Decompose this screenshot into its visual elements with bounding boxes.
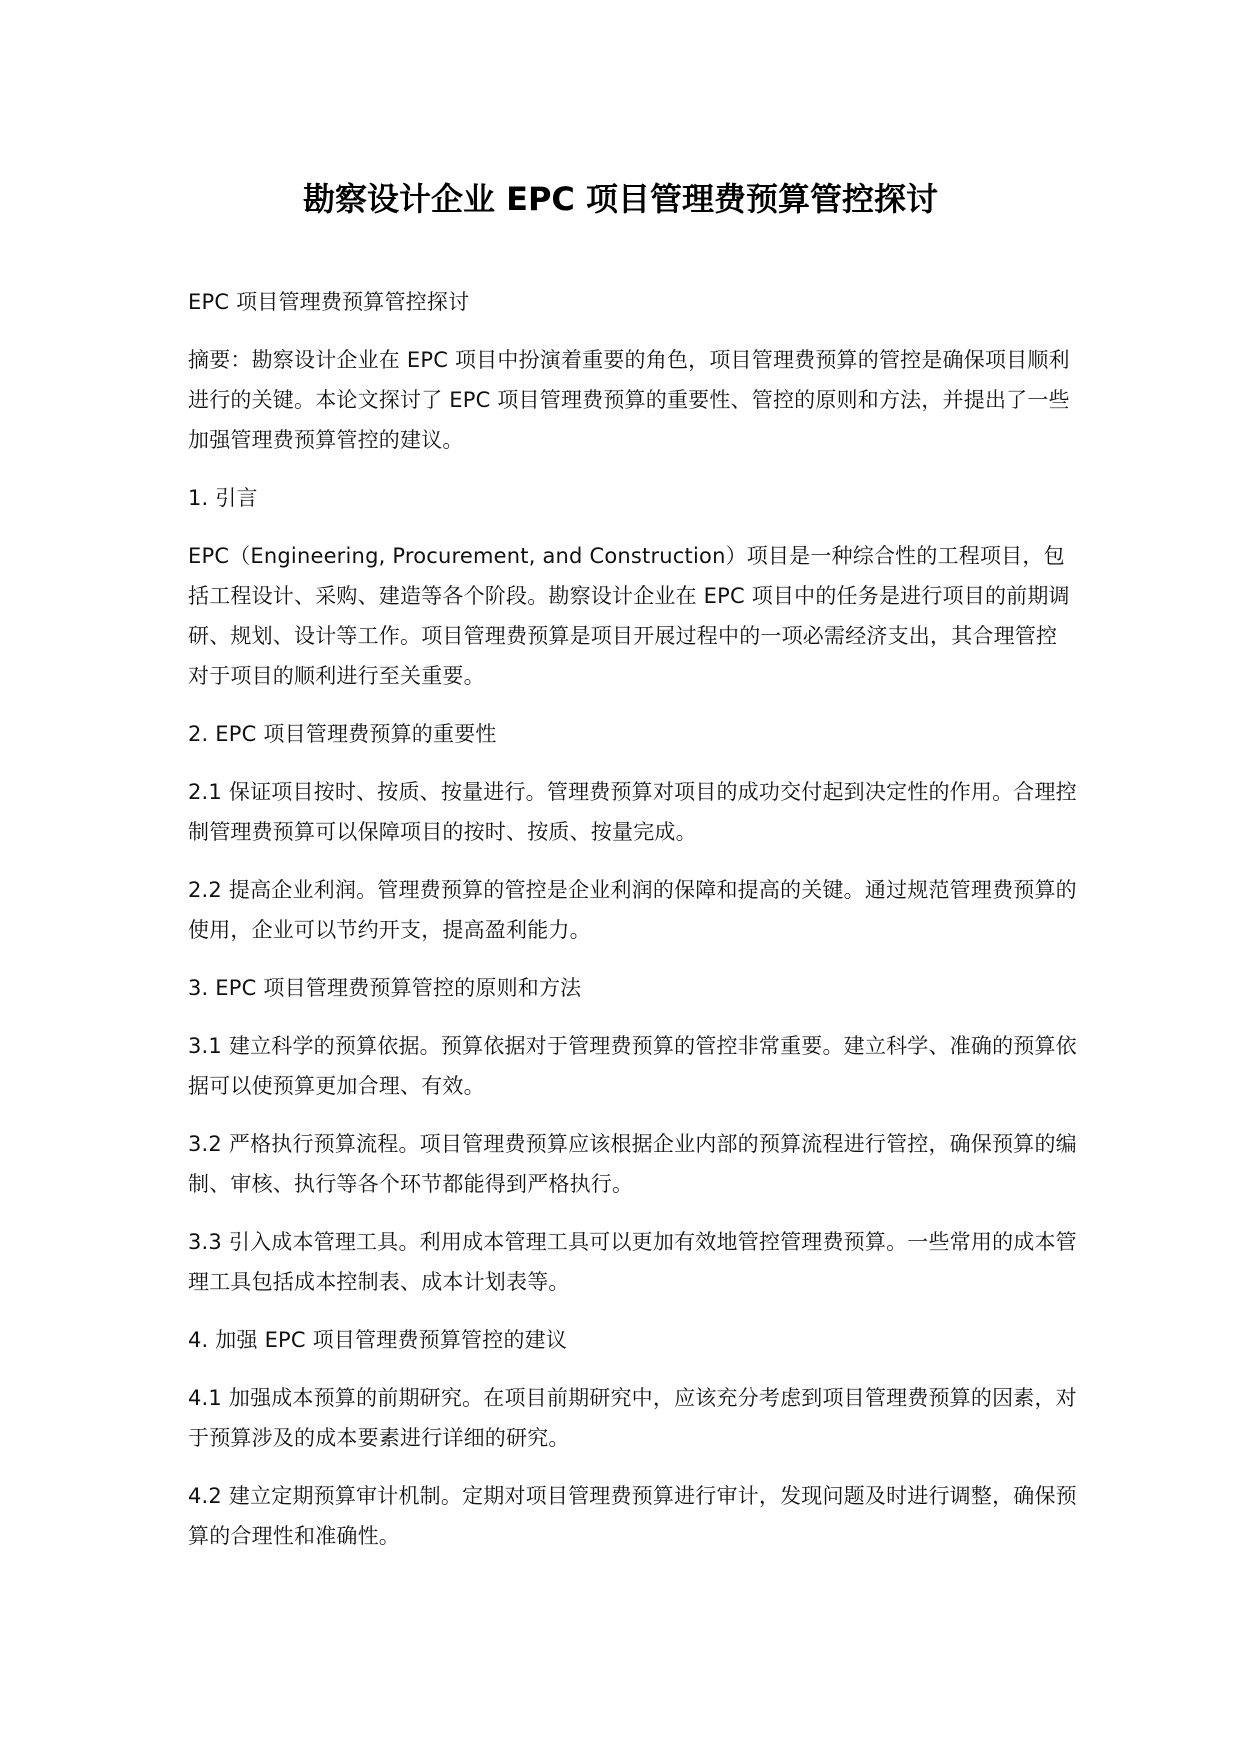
document-title: 勘察设计企业 EPC 项目管理费预算管控探讨 — [302, 180, 939, 218]
paragraph-3-1: 3.1 建立科学的预算依据。预算依据对于管理费预算的管控非常重要。建立科学、准确的预算依据可以使预算更加合理、有效。 — [188, 1034, 1077, 1098]
abstract-paragraph: 摘要：勘察设计企业在 EPC 项目中扮演着重要的角色，项目管理费预算的管控是确保项目顺利进行的关键。本论文探讨了 EPC 项目管理费预算的重要性、管控的原则和方法，并提出了一些加强管理费预算管控的建议。 — [188, 348, 1070, 452]
paragraph-4-1: 4.1 加强成本预算的前期研究。在项目前期研究中，应该充分考虑到项目管理费预算的因素，对于预算涉及的成本要素进行详细的研究。 — [188, 1386, 1077, 1450]
paragraph-4-2: 4.2 建立定期预算审计机制。定期对项目管理费预算进行审计，发现问题及时进行调整，确保预算的合理性和准确性。 — [188, 1484, 1077, 1548]
section-heading-2: 2. EPC 项目管理费预算的重要性 — [188, 722, 497, 746]
section-heading-3: 3. EPC 项目管理费预算管控的原则和方法 — [188, 976, 582, 1000]
paragraph-3-3: 3.3 引入成本管理工具。利用成本管理工具可以更加有效地管控管理费预算。一些常用的成本管理工具包括成本控制表、成本计划表等。 — [188, 1230, 1077, 1294]
paragraph-2-1: 2.1 保证项目按时、按质、按量进行。管理费预算对项目的成功交付起到决定性的作用。合理控制管理费预算可以保障项目的按时、按质、按量完成。 — [188, 780, 1077, 844]
document-body — [188, 282, 1078, 1574]
subtitle-paragraph: EPC 项目管理费预算管控探讨 — [188, 290, 470, 314]
paragraph-3-2: 3.2 严格执行预算流程。项目管理费预算应该根据企业内部的预算流程进行管控，确保预算的编制、审核、执行等各个环节都能得到严格执行。 — [188, 1132, 1077, 1196]
section-heading-1: 1. 引言 — [188, 486, 258, 510]
section-heading-4: 4. 加强 EPC 项目管理费预算管控的建议 — [188, 1328, 568, 1352]
paragraph-2-2: 2.2 提高企业利润。管理费预算的管控是企业利润的保障和提高的关键。通过规范管理费预算的使用，企业可以节约开支，提高盈利能力。 — [188, 878, 1077, 942]
intro-paragraph: EPC（Engineering, Procurement, and Construction）项目是一种综合性的工程项目，包括工程设计、采购、建造等各个阶段。勘察设计企业在 EPC 项目中的任务是进行项目的前期调研、规划、设计等工作。项目管理费预算是项目开展过程中的一项必需经济支出，其合理管控对于项目的顺利进行至关重要。 — [188, 544, 1070, 688]
